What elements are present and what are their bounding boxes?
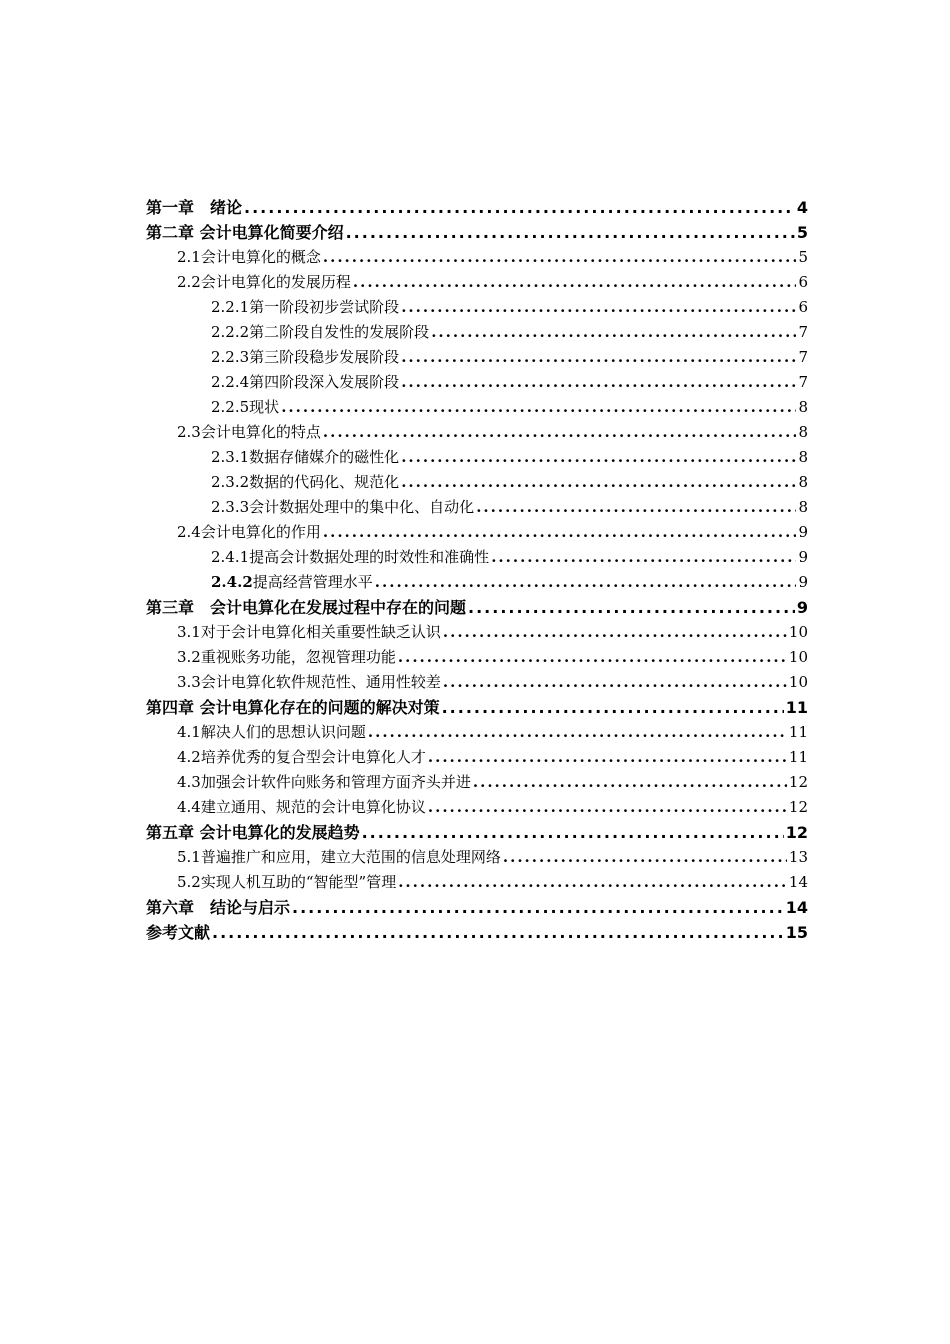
toc-entry-number: 2.3	[177, 423, 201, 441]
toc-entry-number: 4.3	[177, 773, 201, 791]
toc-entry-number: 2.3.1	[211, 448, 250, 466]
toc-dot-leader	[428, 745, 787, 770]
toc-dot-leader	[401, 345, 796, 370]
toc-entry-title: 第三章 会计电算化在发展过程中存在的问题	[146, 598, 467, 617]
toc-entry[interactable]	[146, 470, 808, 495]
toc-entry[interactable]	[146, 670, 808, 695]
toc-dot-leader	[212, 920, 784, 945]
toc-entry-title: 数据存储媒介的磁性化	[249, 448, 400, 466]
toc-entry[interactable]	[146, 295, 808, 320]
toc-entry[interactable]	[146, 445, 808, 470]
toc-entry-title: 对于会计电算化相关重要性缺乏认识	[200, 623, 441, 641]
toc-entry-page-number: 12	[785, 823, 808, 842]
toc-entry-title: 解决人们的思想认识问题	[200, 723, 366, 741]
toc-entry[interactable]	[146, 195, 808, 220]
toc-entry-number: 2.2	[177, 273, 201, 291]
toc-entry-title: 建立通用、规范的会计电算化协议	[200, 798, 426, 816]
toc-entry-title: 会计电算化的作用	[200, 523, 321, 541]
toc-entry-number: 2.2.5	[211, 398, 250, 416]
toc-dot-leader	[323, 245, 797, 270]
toc-entry-number: 3.2	[177, 648, 201, 666]
toc-dot-leader	[375, 570, 797, 595]
toc-entry-number: 2.2.4	[211, 373, 250, 391]
toc-dot-leader	[503, 845, 787, 870]
toc-entry[interactable]	[146, 820, 808, 845]
toc-dot-leader	[244, 195, 795, 220]
toc-entry-number: 5.2	[177, 873, 201, 891]
toc-dot-leader	[468, 595, 795, 620]
toc-dot-leader	[401, 470, 796, 495]
toc-entry-title: 参考文献	[146, 923, 211, 942]
toc-entry[interactable]	[146, 845, 808, 870]
toc-entry-title: 会计电算化的概念	[200, 248, 321, 266]
toc-entry-page-number: 14	[785, 898, 808, 917]
toc-entry-page-number: 11	[785, 698, 808, 717]
toc-entry[interactable]	[146, 370, 808, 395]
toc-entry[interactable]	[146, 895, 808, 920]
toc-entry-number: 2.4	[177, 523, 201, 541]
toc-dot-leader	[401, 370, 796, 395]
toc-entry[interactable]	[146, 720, 808, 745]
toc-dot-leader	[368, 720, 787, 745]
toc-dot-leader	[281, 395, 796, 420]
toc-dot-leader	[442, 695, 784, 720]
toc-dot-leader	[428, 795, 787, 820]
toc-dot-leader	[491, 545, 796, 570]
toc-entry[interactable]	[146, 420, 808, 445]
toc-entry[interactable]	[146, 770, 808, 795]
toc-entry-title: 会计数据处理中的集中化、自动化	[249, 498, 475, 516]
toc-entry[interactable]	[146, 620, 808, 645]
toc-dot-leader	[398, 870, 787, 895]
toc-entry-number: 4.4	[177, 798, 201, 816]
toc-entry-page-number: 8	[798, 423, 808, 441]
toc-entry[interactable]	[146, 870, 808, 895]
toc-dot-leader	[323, 420, 797, 445]
toc-entry-page-number: 10	[788, 673, 808, 691]
toc-entry-title: 重视账务功能，忽视管理功能	[200, 648, 396, 666]
toc-entry-title: 会计电算化的特点	[200, 423, 321, 441]
toc-dot-leader	[401, 295, 796, 320]
toc-entry-title: 第四章 会计电算化存在的问题的解决对策	[146, 698, 440, 717]
toc-entry-number: 2.2.3	[211, 348, 250, 366]
toc-entry-page-number: 11	[788, 723, 808, 741]
toc-entry-page-number: 7	[798, 348, 808, 366]
toc-dot-leader	[323, 520, 797, 545]
table-of-contents	[146, 195, 808, 945]
toc-entry[interactable]	[146, 595, 808, 620]
toc-entry-title: 会计电算化软件规范性、通用性较差	[200, 673, 441, 691]
toc-entry-title: 提高会计数据处理的时效性和准确性	[249, 548, 490, 566]
toc-entry-title: 加强会计软件向账务和管理方面齐头并进	[200, 773, 471, 791]
toc-dot-leader	[401, 445, 796, 470]
toc-entry-page-number: 14	[788, 873, 808, 891]
toc-entry-number: 2.2.1	[211, 298, 250, 316]
toc-dot-leader	[362, 820, 784, 845]
toc-entry-number: 2.3.2	[211, 473, 250, 491]
toc-entry-page-number: 11	[788, 748, 808, 766]
toc-dot-leader	[443, 620, 787, 645]
toc-entry-page-number: 12	[788, 798, 808, 816]
toc-dot-leader	[476, 495, 796, 520]
toc-entry-title: 现状	[249, 398, 280, 416]
toc-dot-leader	[443, 670, 787, 695]
toc-entry-title: 数据的代码化、规范化	[249, 473, 400, 491]
toc-entry-title: 普遍推广和应用，建立大范围的信息处理网络	[200, 848, 501, 866]
toc-entry-page-number: 10	[788, 648, 808, 666]
toc-entry[interactable]	[146, 920, 808, 945]
toc-entry-number: 3.3	[177, 673, 201, 691]
toc-entry-title: 第三阶段稳步发展阶段	[249, 348, 400, 366]
toc-dot-leader	[473, 770, 787, 795]
toc-entry-title: 第一章 绪论	[146, 198, 243, 217]
toc-entry-page-number: 9	[798, 573, 808, 591]
toc-entry-page-number: 8	[798, 398, 808, 416]
toc-entry-title: 培养优秀的复合型会计电算化人才	[200, 748, 426, 766]
toc-entry-number: 2.3.3	[211, 498, 250, 516]
toc-entry[interactable]	[146, 320, 808, 345]
toc-entry-page-number: 7	[798, 373, 808, 391]
toc-entry-title: 第二章 会计电算化简要介绍	[146, 223, 344, 242]
toc-dot-leader	[431, 320, 796, 345]
toc-entry-number: 2.4.1	[211, 548, 250, 566]
toc-entry-title: 会计电算化的发展历程	[200, 273, 351, 291]
toc-entry-number: 4.2	[177, 748, 201, 766]
toc-entry[interactable]	[146, 695, 808, 720]
toc-entry[interactable]	[146, 345, 808, 370]
toc-entry-number: 2.1	[177, 248, 201, 266]
toc-entry-page-number: 13	[788, 848, 808, 866]
toc-entry-number: 2.4.2	[211, 573, 253, 591]
toc-entry-page-number: 5	[798, 248, 808, 266]
toc-entry[interactable]	[146, 245, 808, 270]
toc-entry[interactable]	[146, 220, 808, 245]
toc-entry-page-number: 8	[798, 473, 808, 491]
toc-entry-page-number: 15	[785, 923, 808, 942]
toc-entry-title: 第六章 结论与启示	[146, 898, 291, 917]
toc-entry-number: 2.2.2	[211, 323, 250, 341]
toc-entry-page-number: 8	[798, 448, 808, 466]
toc-dot-leader	[346, 220, 795, 245]
toc-entry-title: 第一阶段初步尝试阶段	[249, 298, 400, 316]
toc-entry-page-number: 9	[798, 523, 808, 541]
toc-entry-page-number: 5	[796, 223, 808, 242]
toc-entry-number: 5.1	[177, 848, 201, 866]
toc-entry-title: 第二阶段自发性的发展阶段	[249, 323, 430, 341]
toc-entry[interactable]	[146, 570, 808, 595]
toc-entry-page-number: 8	[798, 498, 808, 516]
toc-entry[interactable]	[146, 545, 808, 570]
toc-entry-page-number: 12	[788, 773, 808, 791]
toc-entry-page-number: 6	[798, 298, 808, 316]
toc-entry[interactable]	[146, 495, 808, 520]
toc-entry-title: 实现人机互助的“智能型”管理	[200, 873, 397, 891]
toc-entry[interactable]	[146, 520, 808, 545]
toc-entry-page-number: 7	[798, 323, 808, 341]
toc-dot-leader	[292, 895, 784, 920]
toc-entry-page-number: 9	[796, 598, 808, 617]
toc-entry[interactable]	[146, 745, 808, 770]
toc-entry-page-number: 10	[788, 623, 808, 641]
toc-entry-page-number: 9	[798, 548, 808, 566]
toc-entry-title: 第五章 会计电算化的发展趋势	[146, 823, 360, 842]
toc-entry[interactable]	[146, 395, 808, 420]
toc-entry[interactable]	[146, 645, 808, 670]
toc-entry-page-number: 4	[796, 198, 808, 217]
toc-entry-number: 4.1	[177, 723, 201, 741]
toc-entry[interactable]	[146, 270, 808, 295]
toc-entry-title: 提高经营管理水平	[252, 573, 373, 591]
toc-entry-page-number: 6	[798, 273, 808, 291]
toc-entry-number: 3.1	[177, 623, 201, 641]
toc-dot-leader	[398, 645, 787, 670]
toc-entry-title: 第四阶段深入发展阶段	[249, 373, 400, 391]
toc-entry[interactable]	[146, 795, 808, 820]
toc-dot-leader	[353, 270, 797, 295]
